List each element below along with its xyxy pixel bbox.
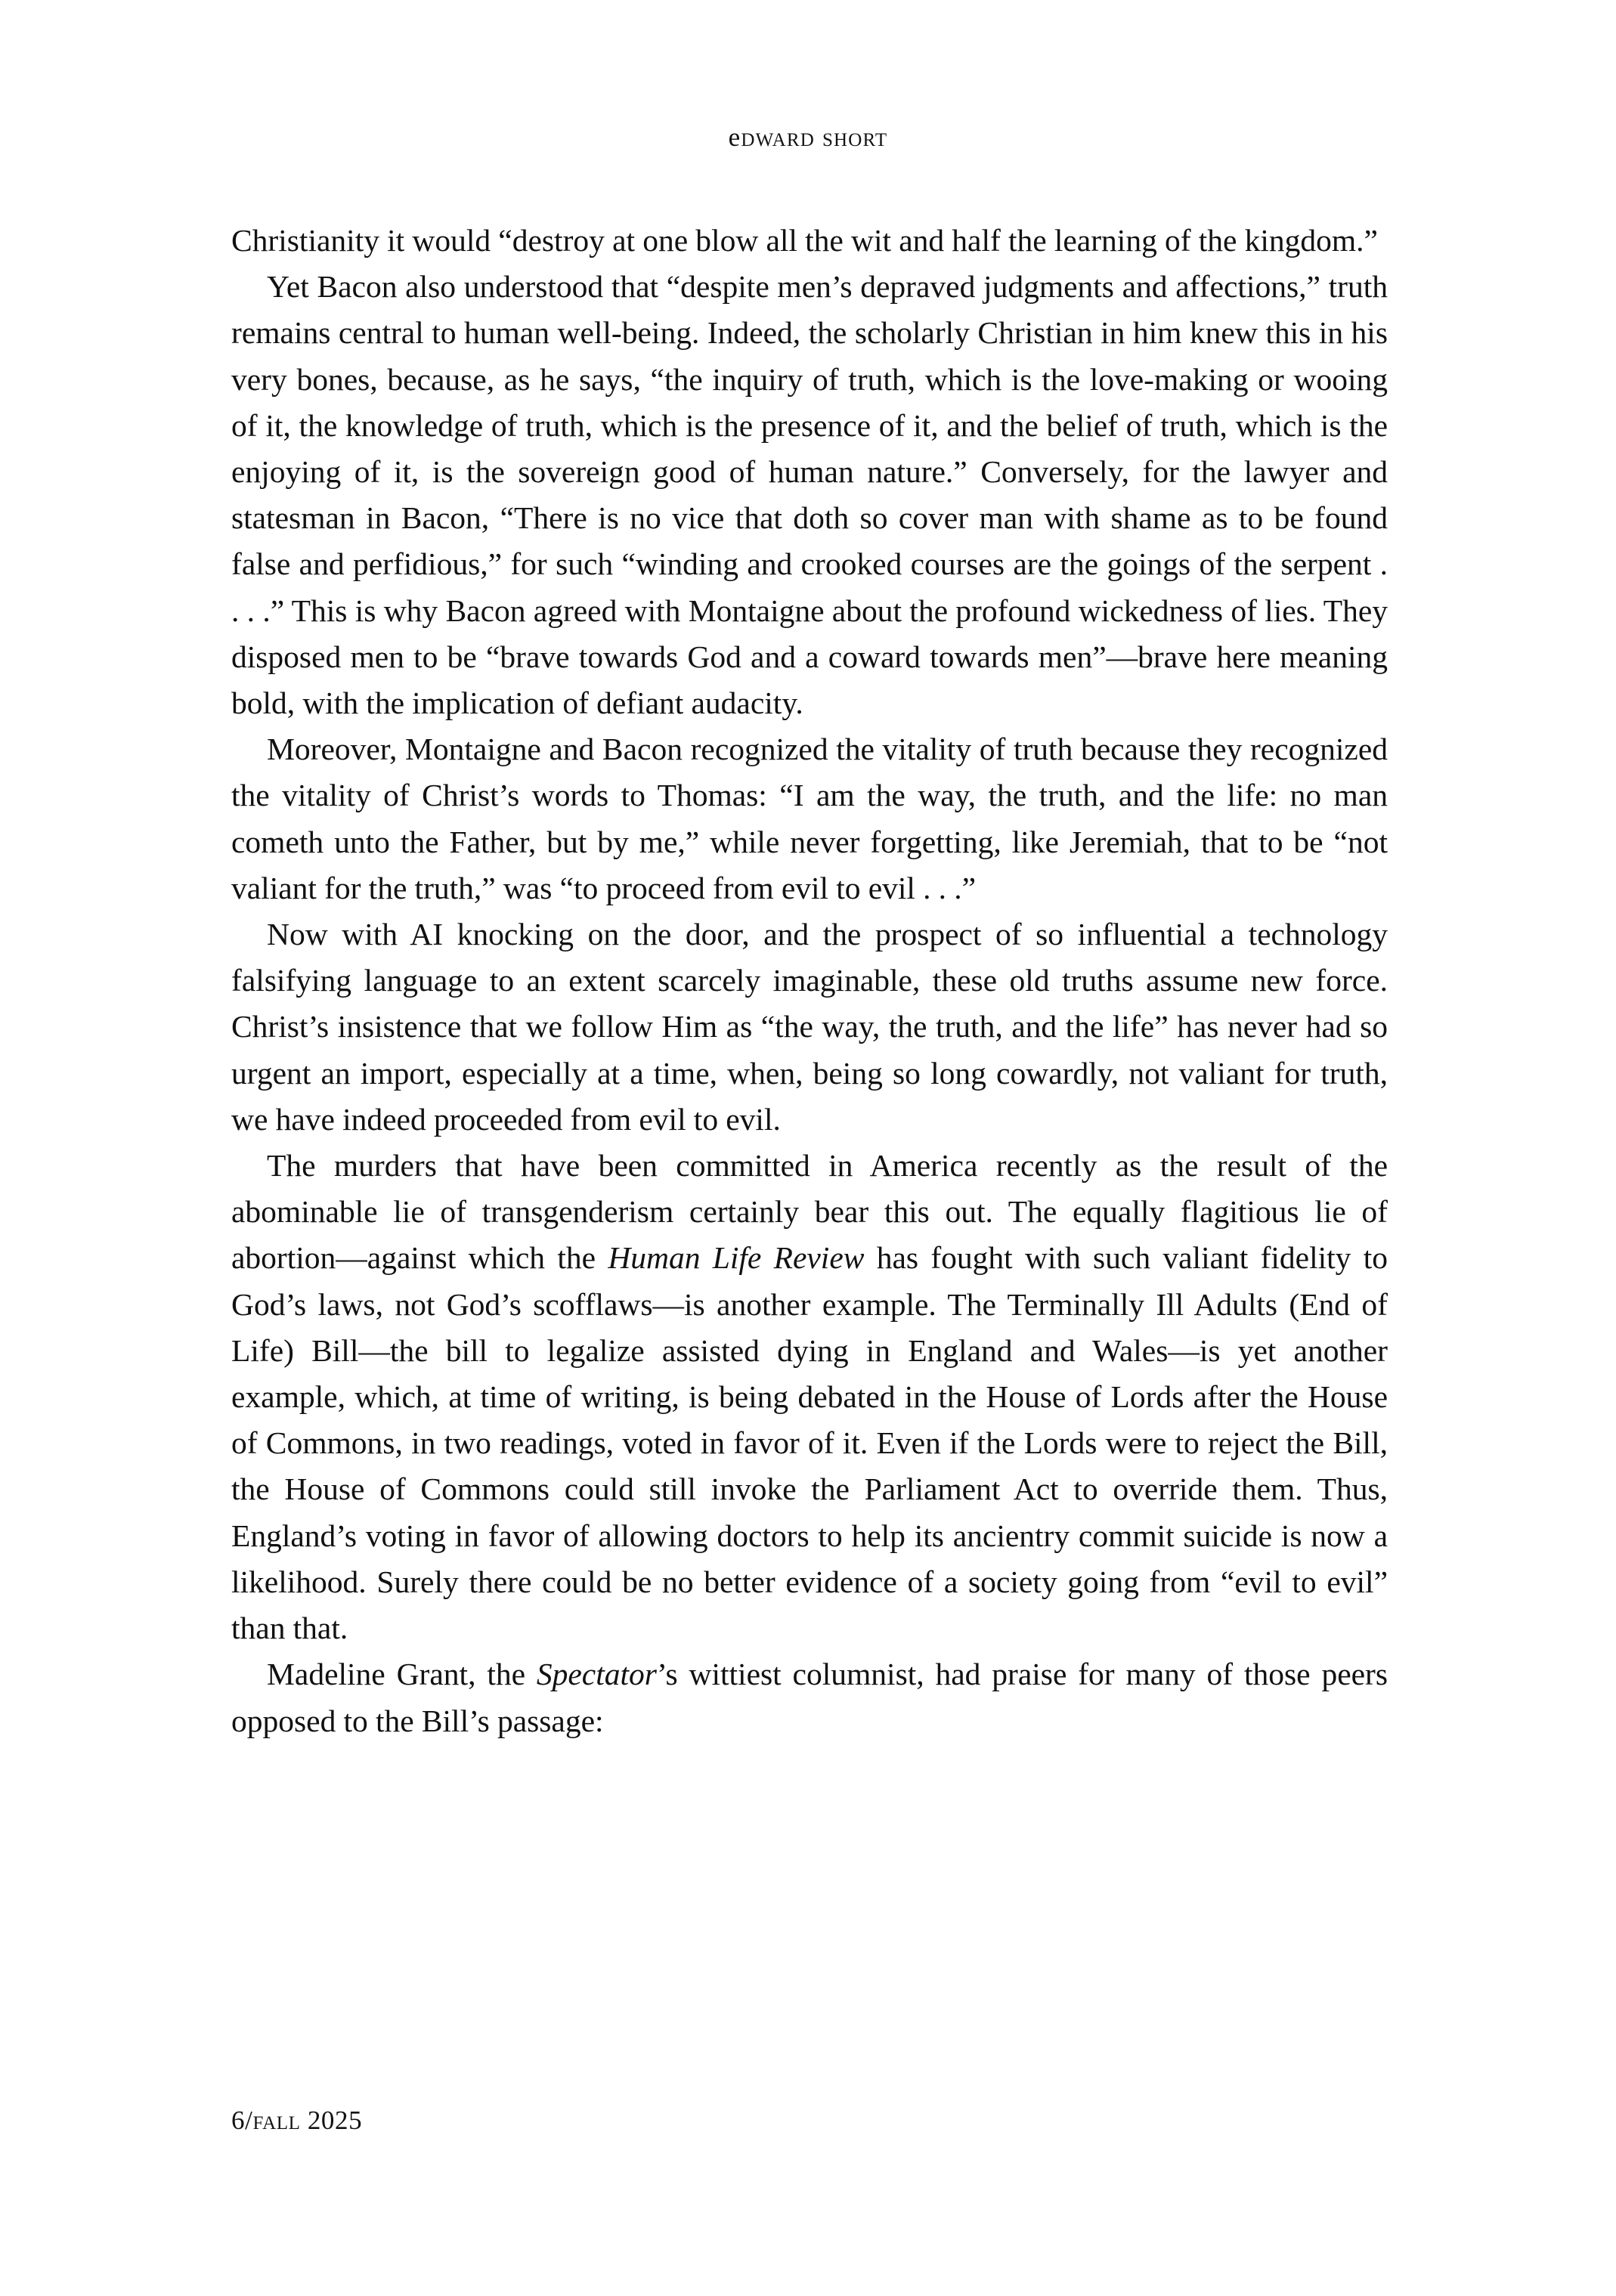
paragraph-madeline-grant-text-2: ’s wittiest columnist, had praise for many of those peers opposed to the Bill’s passage: xyxy=(231,1657,1388,1738)
page-footer xyxy=(231,2106,362,2136)
publication-title-spectator: Spectator xyxy=(536,1657,657,1692)
paragraph-yet-bacon: Yet Bacon also understood that “despite men’s depraved judgments and affections,” truth remains central to human well-being. Indeed, the scholarly Christian in him knew this in his very bones, because, as he says, “the inquiry of truth, which is the love-making or wooing of it, the knowledge of truth, which is the presence of it, and the belief of truth, which is the enjoying of it, is the sovereign good of human nature.” Conversely, for the lawyer and statesman in Bacon, “There is no vice that doth so cover man with shame as to be found false and perfidious,” for such “winding and crooked courses are the goings of the serpent . . . .” This is why Bacon agreed with Montaigne about the profound wickedness of lies. They disposed men to be “brave towards God and a coward towards men”—brave here meaning bold, with the implication of defiant audacity. xyxy=(231,269,1388,721)
paragraph-madeline-grant xyxy=(231,1651,1388,1744)
paragraph-murders-text-2: has fought with such valiant fidelity to God’s laws, not God’s scofflaws—is another example. The Terminally Ill Adults (End of Life) Bill—the bill to legalize assisted dying in England and Wales—is yet another example, which, at time of writing, is being debated in the House of Lords after the House of Commons, in two readings, voted in favor of it. Even if the Lords were to reject the Bill, the House of Commons could still invoke the Parliament Act to override them. Thus, England’s voting in favor of allowing doctors to help its ancientry commit suicide is now a likelihood. Surely there could be no better evidence of a society going from “evil to evil” than that. xyxy=(231,1240,1388,1646)
footer-page-number: 6 xyxy=(231,2106,246,2135)
paragraph-continuation: Christianity it would “destroy at one blow all the wit and half the learning of the kingdom.” xyxy=(231,223,1378,258)
paragraph-madeline-grant-text-1: Madeline Grant, the xyxy=(267,1657,537,1692)
paragraph-now-with-ai: Now with AI knocking on the door, and the prospect of so influential a technology falsifying language to an extent scarcely imaginable, these old truths assume new force. Christ’s insistence that we follow Him as “the way, the truth, and the life” has never had so urgent an import, especially at a time, when, being so long cowardly, not valiant for truth, we have indeed proceeded from evil to evil. xyxy=(231,917,1388,1137)
paragraph-murders xyxy=(231,1143,1388,1651)
paragraph-murders-text-1: The murders that have been committed in America recently as the result of the abominable lie of transgenderism certainly bear this out. The equally flagitious lie of abortion—against which the xyxy=(231,1148,1388,1276)
running-head: edward short xyxy=(728,122,888,152)
body-text-block xyxy=(231,218,1388,1744)
footer-issue: fall 2025 xyxy=(252,2106,363,2135)
paragraph-moreover: Moreover, Montaigne and Bacon recognized the vitality of truth because they recognized the vitality of Christ’s words to Thomas: “I am the way, the truth, and the life: no man cometh unto the Father, but by me,” while never forgetting, like Jeremiah, that to be “not valiant for the truth,” was “to proceed from evil to evil . . .” xyxy=(231,732,1388,905)
footer-separator: / xyxy=(245,2106,253,2135)
journal-title-human-life-review: Human Life Review xyxy=(608,1240,865,1276)
